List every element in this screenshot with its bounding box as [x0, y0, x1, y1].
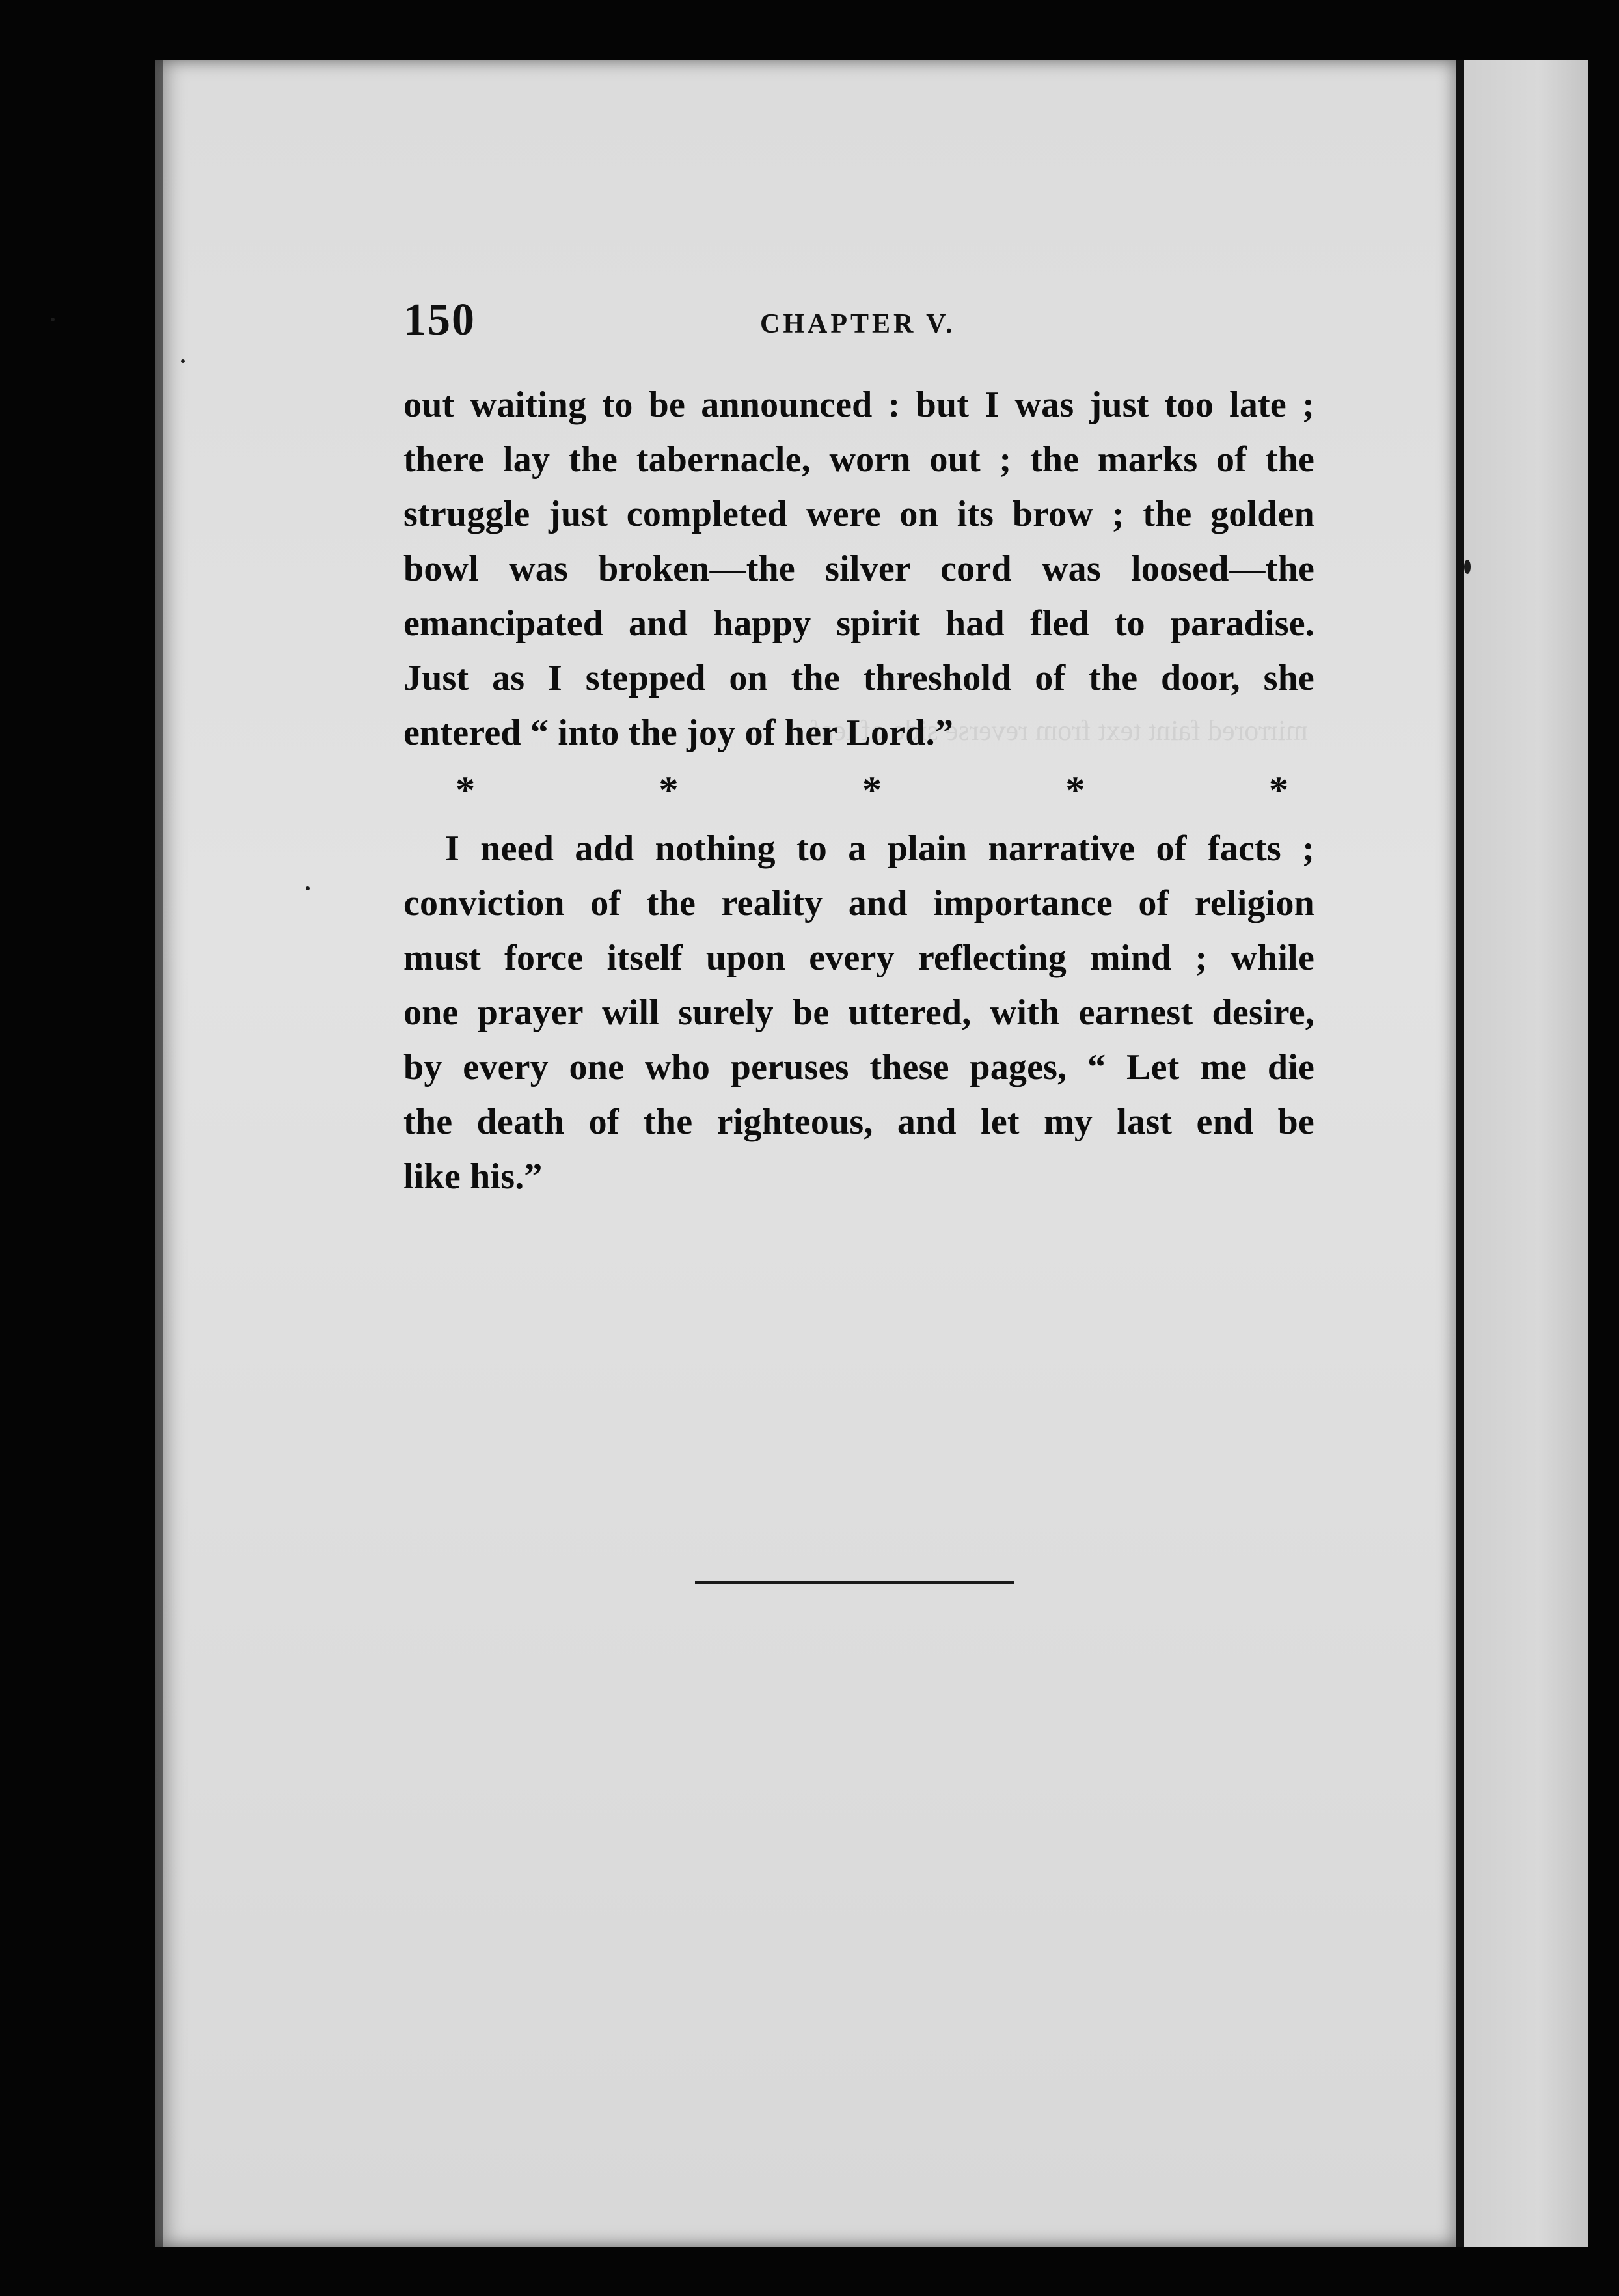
- text-line: there lay the tabernacle, worn out ; the marks of the: [403, 439, 1314, 480]
- end-rule: [695, 1581, 1014, 1584]
- text-line: by every one who peruses these pages, “ Let me die: [403, 1047, 1314, 1087]
- text-line: the death of the righteous, and let my last end be: [403, 1102, 1314, 1142]
- scan-speck: [306, 886, 310, 890]
- page-number: 150: [403, 295, 476, 345]
- text-line: emancipated and happy spirit had fled to paradise.: [403, 603, 1314, 644]
- page-header: [403, 294, 1314, 346]
- text-line: must force itself upon every reflecting mind ; while: [403, 938, 1314, 978]
- scan-speck: [1464, 560, 1471, 574]
- text-line: out waiting to be announced : but I was just too late ;: [403, 385, 1314, 425]
- page-left-edge: [155, 60, 163, 2247]
- book-gutter: [1456, 60, 1464, 2247]
- text-line: entered “ into the joy of her Lord.”: [403, 713, 954, 753]
- asterisk: *: [1269, 769, 1288, 812]
- facing-page-edge: [1464, 60, 1588, 2247]
- text-line: Just as I stepped on the threshold of the door, she: [403, 658, 1314, 698]
- text-line: one prayer will surely be uttered, with earnest desire,: [403, 992, 1314, 1033]
- body-text: [403, 377, 1314, 1204]
- text-line: struggle just completed were on its brow ; the golden: [403, 494, 1314, 534]
- asterisk: *: [1065, 769, 1085, 812]
- running-head: CHAPTER V.: [760, 309, 956, 339]
- section-break-asterisks: [403, 763, 1314, 817]
- text-line: like his.”: [403, 1156, 543, 1197]
- asterisk: *: [659, 769, 679, 812]
- text-line: bowl was broken—the silver cord was loosed—the: [403, 549, 1314, 589]
- asterisk: *: [862, 769, 882, 812]
- scan-speck: [181, 359, 185, 363]
- text-line: I need add nothing to a plain narrative of facts ;: [445, 828, 1314, 869]
- scan-speck: [51, 318, 55, 321]
- text-line: conviction of the reality and importance of religion: [403, 883, 1314, 923]
- asterisk: *: [456, 769, 475, 812]
